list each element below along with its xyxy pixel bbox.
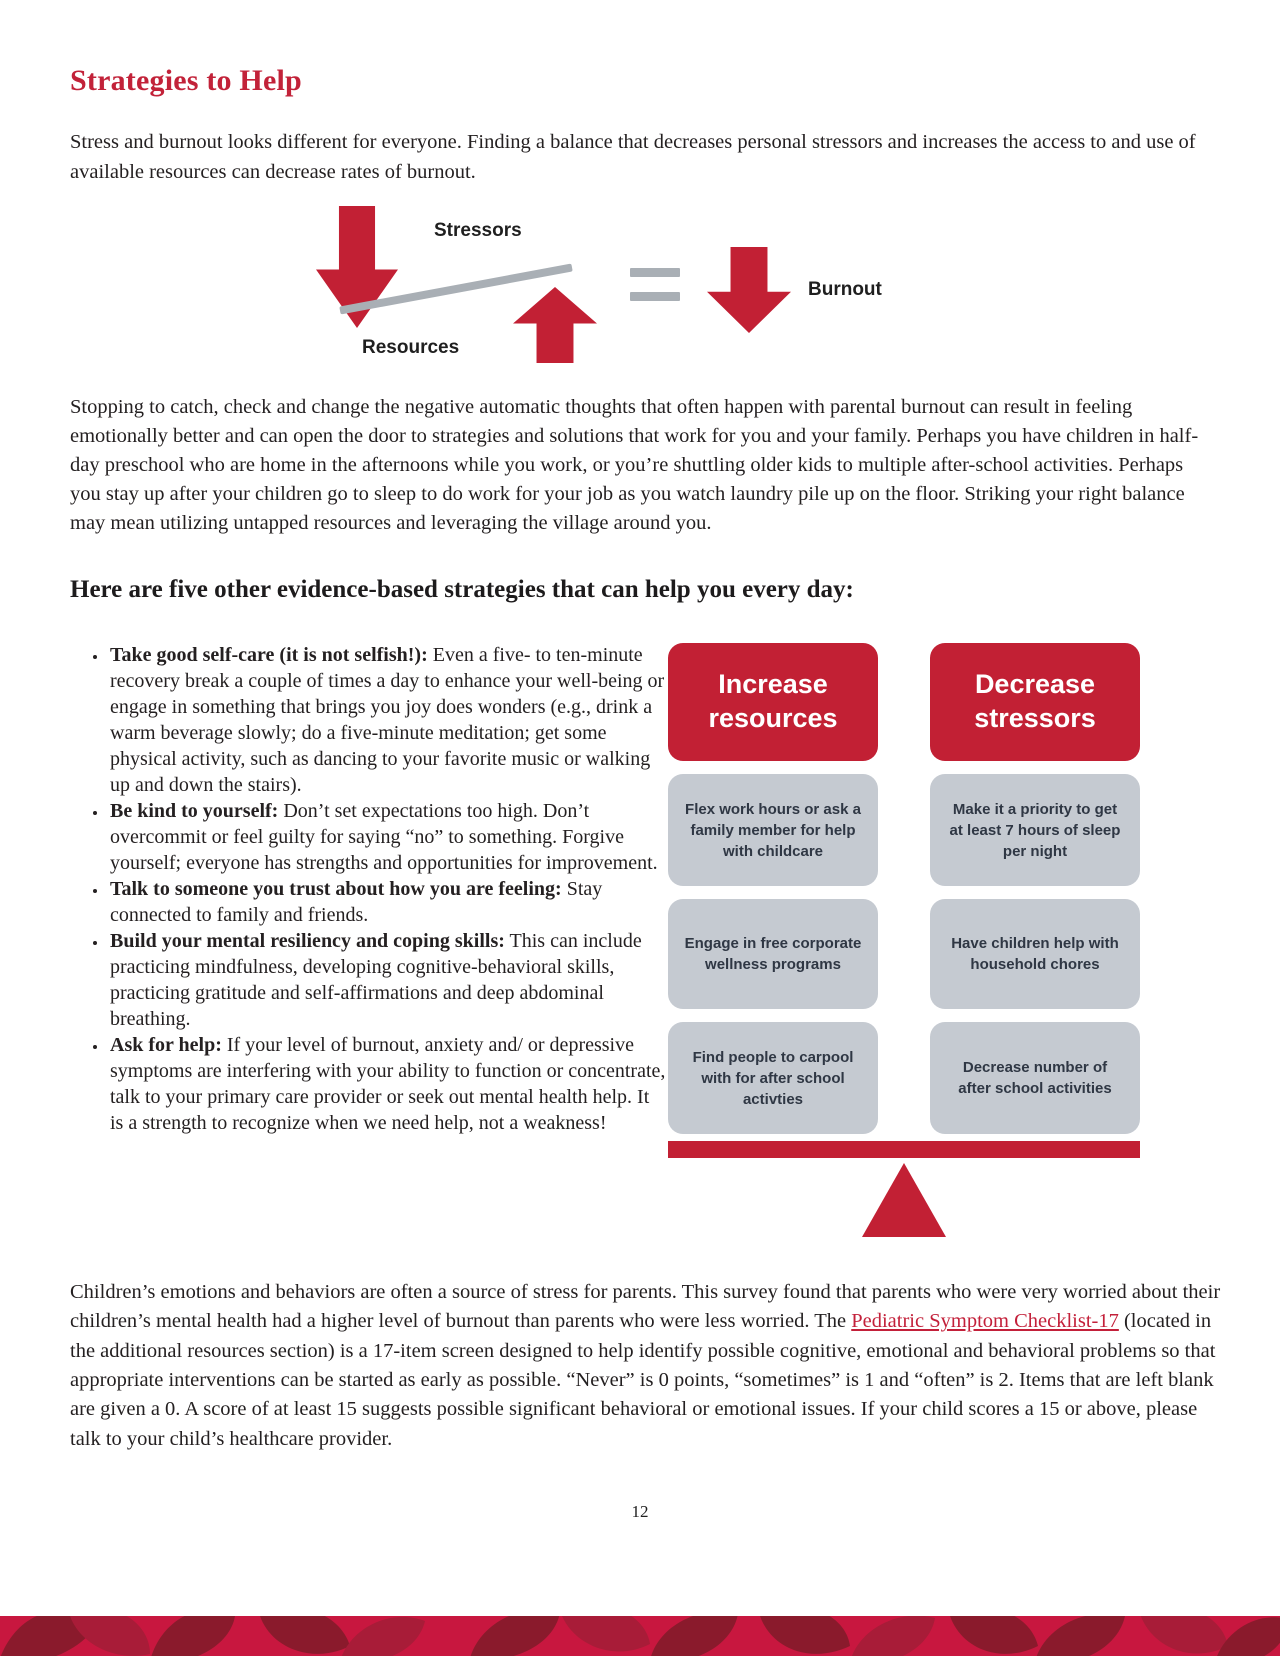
resource-item-box: Find people to carpool with for after school activties bbox=[668, 1022, 878, 1134]
bullet-lead: Build your mental resiliency and coping skills: bbox=[110, 930, 505, 952]
resource-item-box: Flex work hours or ask a family member for help with childcare bbox=[668, 774, 878, 886]
stressors-label: Stressors bbox=[434, 220, 522, 241]
bullet-text: Stay connected to family and friends. bbox=[110, 878, 603, 926]
balance-diagram bbox=[70, 195, 1212, 385]
equals-icon bbox=[630, 268, 680, 277]
bullet-text: This can include practicing mindfulness, developing cognitive-behavioral skills, practicing gratitude and self-affirmations and deep abdominal breathing. bbox=[110, 930, 642, 1030]
footer-decorative-band bbox=[0, 1616, 1280, 1656]
body-paragraph: Stopping to catch, check and change the negative automatic thoughts that often happen with parental burnout can result in feeling emotionally better and can open the door to strategies and solutions that work for you and your family. Perhaps you have children in half-day preschool who are home in the afternoons while you work, or you’re shuttling older kids to multiple after-school activities. Perhaps you stay up after your children go to sleep to do work for your job as you watch laundry pile up on the floor. Striking your right balance may mean utilizing untapped resources and leveraging the village around you. bbox=[70, 396, 1199, 535]
closing-text-after: (located in the additional resources section) is a 17-item screen designed to help identify possible cognitive, emotional and behavioral problems so that appropriate interventions can be started as early as possible. “Never” is 0 points, “sometimes” is 1 and “often” is 2. Items that are left blank are given a 0. A score of at least 15 suggests possible significant behavioral or emotional issues. If your child scores a 15 or above, please talk to your child’s healthcare provider. bbox=[70, 1310, 1216, 1450]
increase-resources-header: Increase resources bbox=[668, 643, 878, 761]
pediatric-symptom-checklist-link[interactable]: Pediatric Symptom Checklist-17 bbox=[851, 1310, 1119, 1333]
equals-icon bbox=[630, 292, 680, 301]
burnout-label: Burnout bbox=[808, 279, 882, 300]
intro-paragraph: Stress and burnout looks different for everyone. Finding a balance that decreases personal stressors and increases the access to and use of available resources can decrease rates of burnout. bbox=[70, 131, 1196, 183]
list-item bbox=[108, 876, 666, 928]
strategies-bullet-list bbox=[74, 642, 666, 1136]
balance-infographic bbox=[668, 643, 1140, 1237]
resources-up-arrow-icon bbox=[513, 287, 597, 363]
resource-item-box: Engage in free corporate wellness programs bbox=[668, 899, 878, 1009]
page-title: Strategies to Help bbox=[70, 64, 302, 97]
bullet-text: Don’t set expectations too high. Don’t overcommit or feel guilty for saying “no” to something. Forgive yourself; everyone has strengths and opportunities for improvement. bbox=[110, 800, 658, 874]
bullet-text: Even a five- to ten-minute recovery break a couple of times a day to enhance your well-being or engage in something that brings you joy does wonders (e.g., drink a warm beverage slowly; do a five-minute meditation; get some physical activity, such as dancing to your favorite music or walking up and down the stairs). bbox=[110, 644, 665, 796]
burnout-down-arrow-icon bbox=[707, 247, 791, 333]
stressor-item-box: Have children help with household chores bbox=[930, 899, 1140, 1009]
list-item bbox=[108, 928, 666, 1032]
balance-fulcrum-icon bbox=[862, 1163, 946, 1237]
bullet-lead: Talk to someone you trust about how you are feeling: bbox=[110, 878, 562, 900]
infographic-grid bbox=[668, 643, 1140, 1134]
stressor-item-box: Decrease number of after school activities bbox=[930, 1022, 1140, 1134]
bullet-text: If your level of burnout, anxiety and/ or depressive symptoms are interfering with your ability to function or concentrate, talk to your primary care provider or seek out mental health help. It is a strength to recognize when we need help, not a weakness! bbox=[110, 1034, 666, 1134]
list-item bbox=[108, 1032, 666, 1136]
bullet-lead: Ask for help: bbox=[110, 1034, 222, 1056]
stressor-item-box: Make it a priority to get at least 7 hours of sleep per night bbox=[930, 774, 1140, 886]
list-item bbox=[108, 642, 666, 798]
leaf-pattern-icon bbox=[0, 1616, 1280, 1656]
closing-paragraph bbox=[70, 1278, 1222, 1454]
resources-label: Resources bbox=[362, 337, 460, 358]
closing-text-before: Children’s emotions and behaviors are often a source of stress for parents. This survey found that parents who were very worried about their children’s mental health had a higher level of burnout than parents who were less worried. The bbox=[70, 1281, 1221, 1333]
page-number: 12 bbox=[631, 1502, 649, 1521]
list-item bbox=[108, 798, 666, 876]
strategies-heading: Here are five other evidence-based strategies that can help you every day: bbox=[70, 576, 854, 603]
bullet-lead: Be kind to yourself: bbox=[110, 800, 279, 822]
decrease-stressors-header: Decrease stressors bbox=[930, 643, 1140, 761]
balance-beam bbox=[668, 1141, 1140, 1158]
bullet-lead: Take good self-care (it is not selfish!): bbox=[110, 644, 428, 666]
